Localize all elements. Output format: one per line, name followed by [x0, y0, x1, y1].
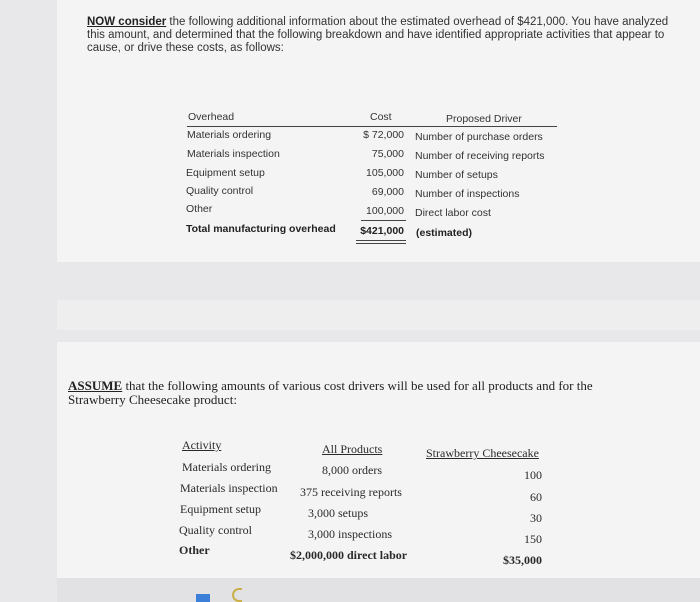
- overhead-row-cost: 100,000: [366, 205, 404, 217]
- driver-row-all: 3,000 setups: [308, 506, 368, 520]
- driver-row-product: $35,000: [503, 553, 542, 567]
- total-rule-2: [356, 243, 406, 244]
- driver-row-all: 3,000 inspections: [308, 527, 392, 541]
- overhead-row-driver: Number of inspections: [415, 188, 520, 200]
- total-rule-1: [356, 240, 406, 241]
- product-header: Strawberry Cheesecake: [426, 446, 539, 460]
- overhead-row-item: Other: [186, 203, 213, 215]
- total-cost: $421,000: [360, 225, 404, 237]
- all-products-header: All Products: [322, 442, 383, 456]
- overhead-row-cost: 69,000: [371, 186, 404, 198]
- overhead-row-driver: Direct labor cost: [415, 207, 491, 219]
- taskbar-app-icon[interactable]: [232, 588, 242, 602]
- taskbar-app-icon[interactable]: [196, 594, 210, 602]
- header-rule: [187, 126, 557, 127]
- overhead-row-cost: $ 72,000: [363, 129, 404, 141]
- assume-lead: ASSUME: [68, 378, 123, 393]
- total-driver: (estimated): [416, 227, 473, 239]
- subtotal-rule: [361, 220, 406, 221]
- driver-header: Proposed Driver: [446, 113, 522, 125]
- overhead-row-item: Materials inspection: [187, 148, 280, 160]
- overhead-row-item: Equipment setup: [186, 167, 265, 179]
- overhead-header: Overhead: [188, 111, 235, 123]
- empty-panel: [57, 300, 700, 330]
- overhead-row-driver: Number of receiving reports: [415, 150, 545, 162]
- driver-row-product: 30: [530, 511, 542, 525]
- driver-row-all: $2,000,000 direct labor: [290, 548, 408, 562]
- driver-row-activity: Materials inspection: [180, 481, 278, 495]
- driver-row-product: 60: [530, 490, 542, 504]
- driver-row-activity: Quality control: [179, 523, 252, 537]
- overhead-row-driver: Number of setups: [415, 169, 498, 181]
- overhead-row-cost: 105,000: [366, 167, 404, 179]
- cost-header: Cost: [370, 111, 392, 123]
- total-label: Total manufacturing overhead: [186, 223, 336, 235]
- driver-row-activity: Equipment setup: [180, 502, 261, 516]
- intro-lead: NOW consider: [87, 16, 167, 28]
- driver-row-all: 8,000 orders: [322, 463, 382, 477]
- taskbar-strip: [57, 578, 700, 602]
- driver-row-activity: Materials ordering: [182, 460, 271, 474]
- overhead-row-driver: Number of purchase orders: [415, 131, 543, 143]
- overhead-row-cost: 75,000: [371, 148, 404, 160]
- overhead-row-item: Quality control: [186, 185, 254, 197]
- driver-row-product: 150: [524, 532, 542, 546]
- driver-row-product: 100: [524, 468, 542, 482]
- driver-row-all: 375 receiving reports: [300, 485, 402, 499]
- assume-paragraph: [68, 379, 628, 407]
- assume-text: that the following amounts of various cost drivers will be used for all products and for the Strawberry Cheesecake product:: [68, 378, 593, 407]
- intro-text: the following additional information about the estimated overhead of $421,000. You have analyzed this amount, and determined that the following breakdown and have identified appropriate activities that appear to cause, or drive these costs, as follows:: [87, 16, 669, 54]
- driver-row-activity: Other: [179, 543, 210, 557]
- overhead-row-item: Materials ordering: [187, 129, 272, 141]
- intro-paragraph: [87, 16, 677, 55]
- activity-header: Activity: [182, 438, 222, 452]
